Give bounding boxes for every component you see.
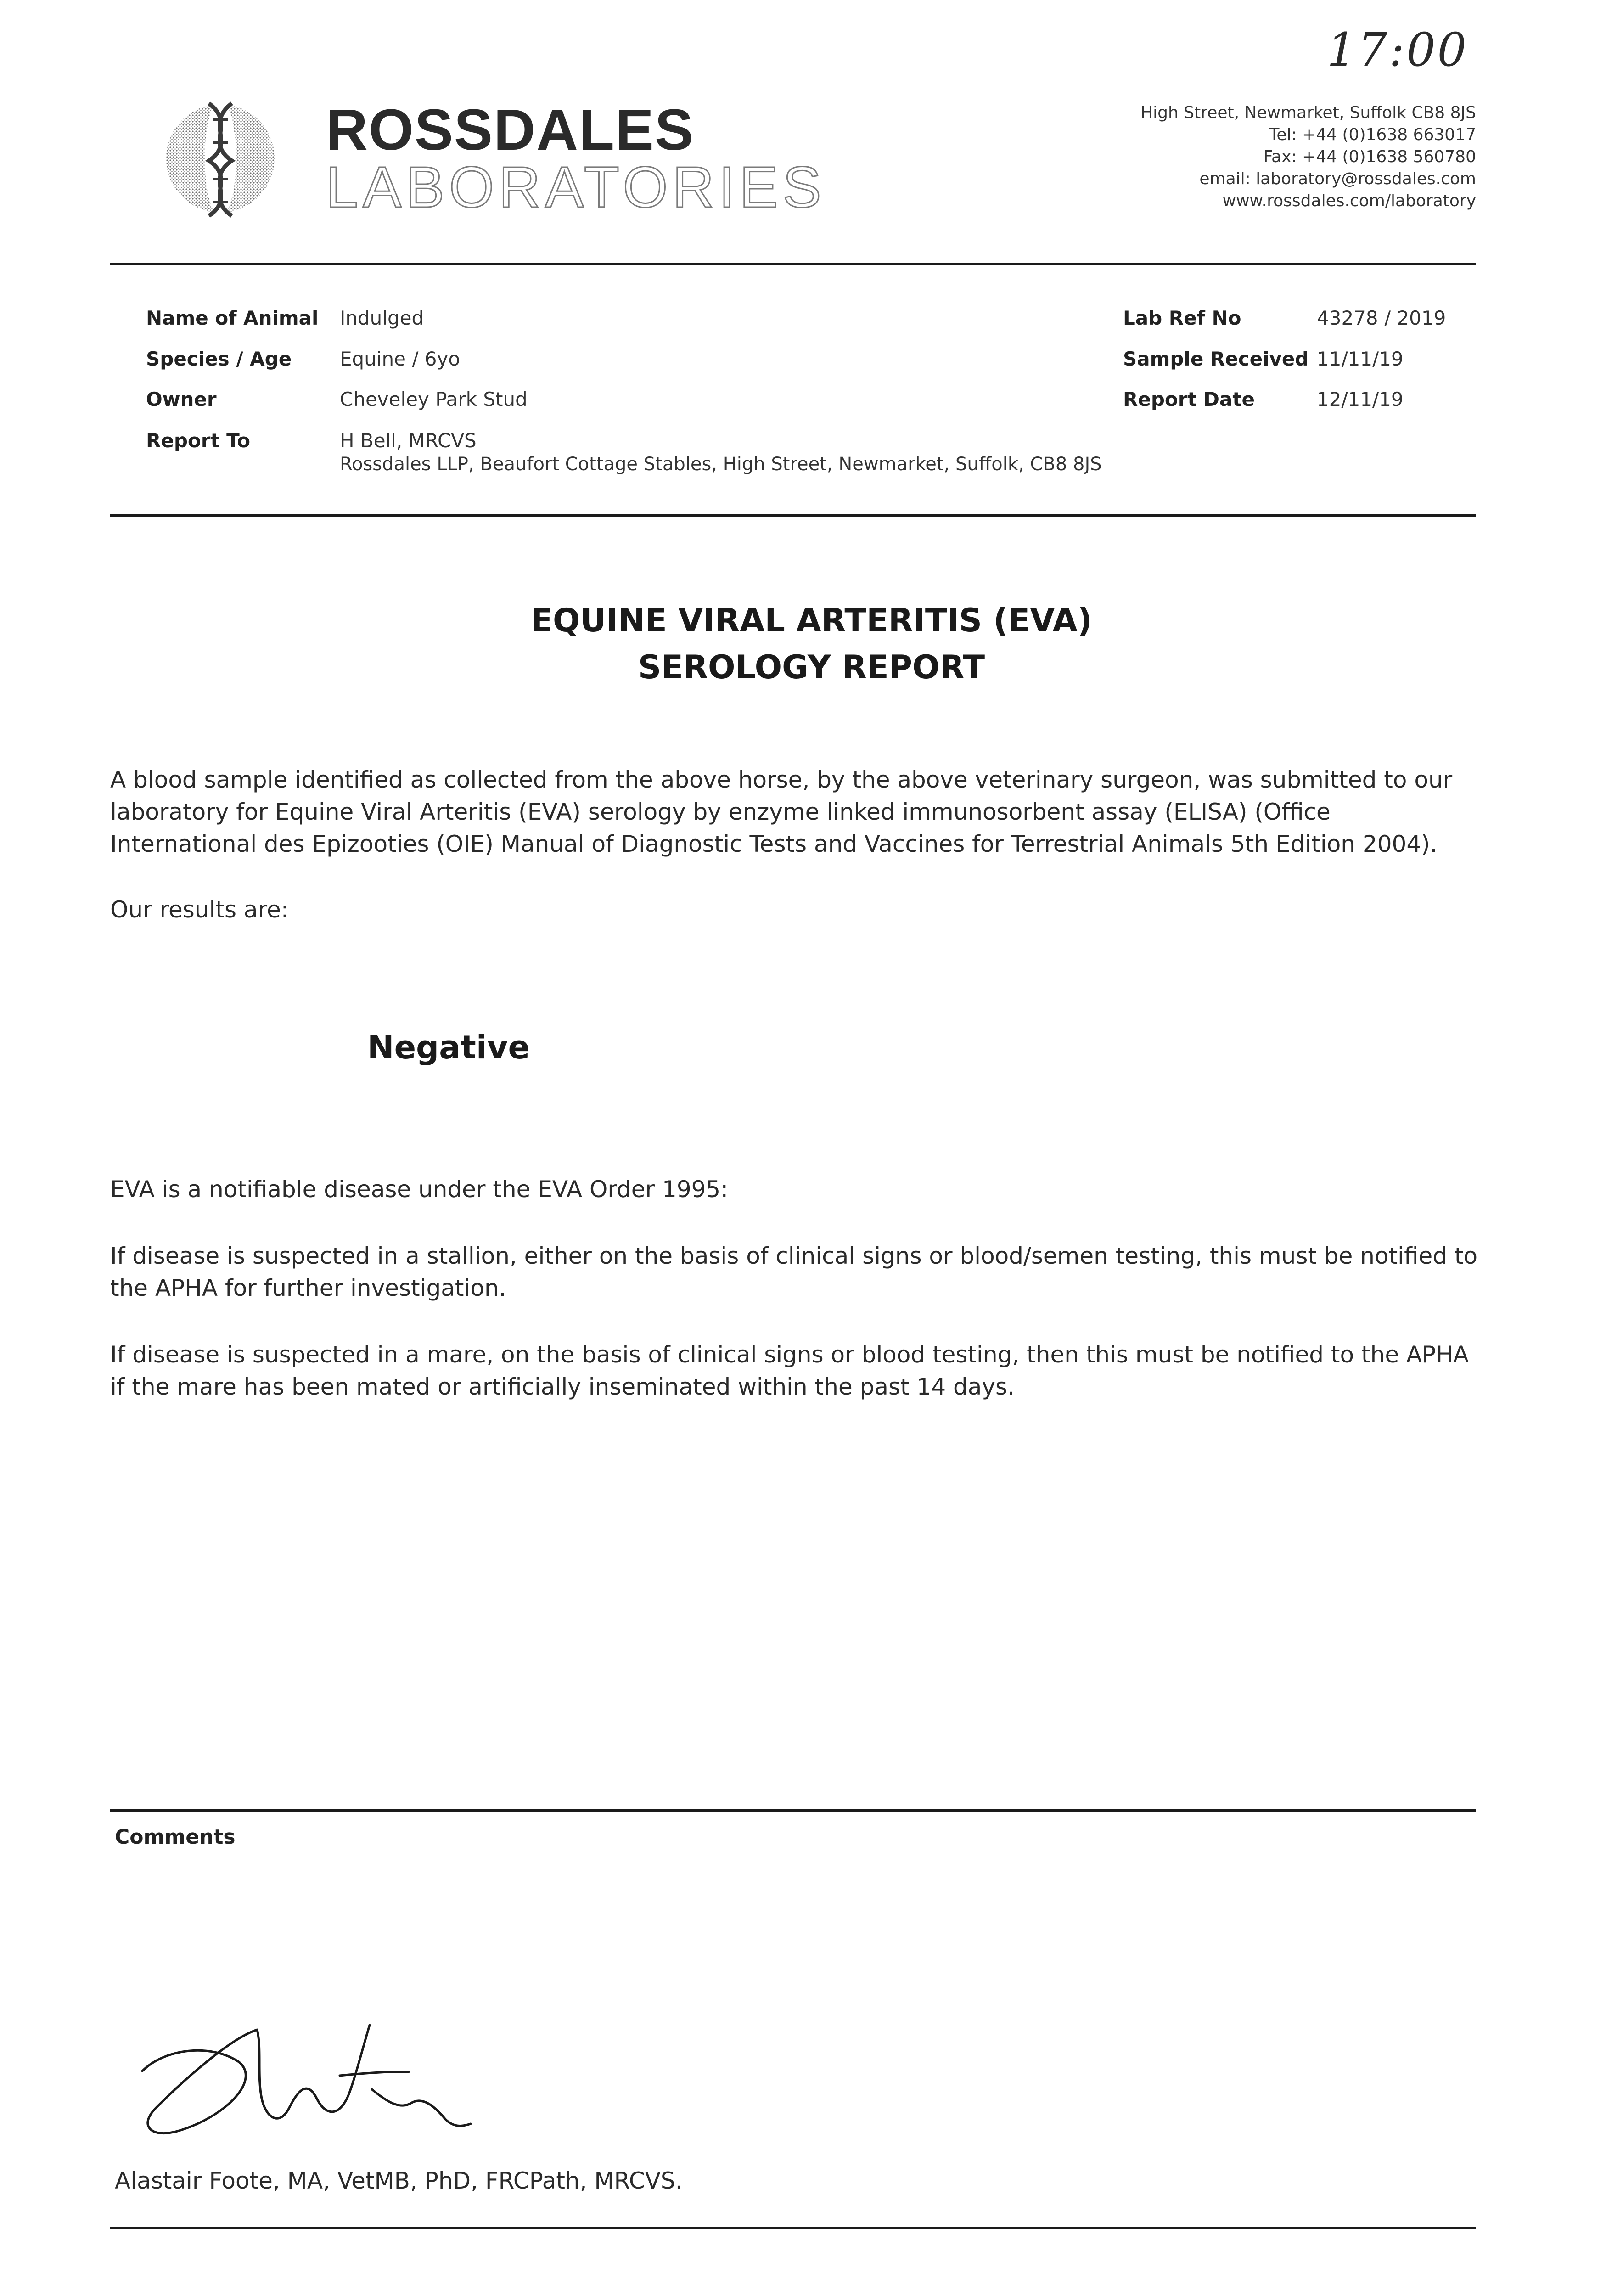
sample-received-label: Sample Received [1123, 348, 1309, 370]
address-line: High Street, Newmarket, Suffolk CB8 8JS [1140, 103, 1476, 122]
report-date-value: 12/11/19 [1317, 388, 1404, 411]
details-divider [110, 514, 1476, 517]
owner-value: Cheveley Park Stud [340, 388, 528, 411]
brand-name: ROSSDALES [326, 97, 695, 162]
comments-divider [110, 1809, 1476, 1812]
species-age-value: Equine / 6yo [340, 348, 461, 370]
website-line: www.rossdales.com/laboratory [1222, 191, 1476, 210]
mare-note: If disease is suspected in a mare, on the basis of clinical signs or blood testing, then this must be notified to the APHA if the mare has been mated or artificially inseminated within the past 14 days. [110, 1341, 1469, 1400]
lab-ref-label: Lab Ref No [1123, 307, 1241, 329]
report-title [0, 597, 1623, 691]
report-to-label: Report To [146, 429, 251, 452]
lab-address-block [1140, 102, 1476, 212]
name-of-animal-label: Name of Animal [146, 307, 319, 329]
email-line: email: laboratory@rossdales.com [1199, 169, 1476, 188]
report-to-name: H Bell, MRCVS [340, 429, 477, 452]
stallion-note: If disease is suspected in a stallion, either on the basis of clinical signs or blood/semen testing, this must be notified to the APHA for further investigation. [110, 1243, 1478, 1301]
signatory-name: Alastair Foote, MA, VetMB, PhD, FRCPath, MRCVS. [115, 2167, 683, 2194]
report-to-address: Rossdales LLP, Beaufort Cottage Stables, High Street, Newmarket, Suffolk, CB8 8JS [340, 454, 1102, 475]
results-intro: Our results are: [110, 896, 289, 923]
lab-ref-value: 43278 / 2019 [1317, 307, 1446, 329]
notifiable-statement: EVA is a notifiable disease under the EVA Order 1995: [110, 1176, 729, 1203]
dna-logo-icon [163, 92, 278, 225]
report-date-label: Report Date [1123, 388, 1255, 411]
owner-label: Owner [146, 388, 217, 411]
report-title-line-2: SEROLOGY REPORT [638, 648, 985, 686]
comments-label: Comments [115, 1825, 236, 1849]
signature-image [124, 2020, 473, 2140]
sample-received-value: 11/11/19 [1317, 348, 1404, 370]
name-of-animal-value: Indulged [340, 307, 424, 329]
footer-divider [110, 2227, 1476, 2229]
handwritten-note: 17:00 [1327, 23, 1469, 77]
intro-paragraph: A blood sample identified as collected from the above horse, by the above veterinary surgeon, was submitted to our laboratory for Equine Viral Arteritis (EVA) serology by enzyme linked immunosorbent assay (ELISA) (Office International des Epizooties (OIE) Manual of Diagnostic Tests and Vaccines for Terrestrial Animals 5th Edition 2004). [110, 766, 1453, 857]
fax-line: Fax: +44 (0)1638 560780 [1263, 147, 1476, 166]
report-title-line-1: EQUINE VIRAL ARTERITIS (EVA) [531, 602, 1092, 639]
phone-line: Tel: +44 (0)1638 663017 [1269, 125, 1476, 144]
brand-subtitle: LABORATORIES [326, 155, 826, 219]
header-divider [110, 263, 1476, 265]
result-value: Negative [367, 1029, 530, 1066]
species-age-label: Species / Age [146, 348, 292, 370]
